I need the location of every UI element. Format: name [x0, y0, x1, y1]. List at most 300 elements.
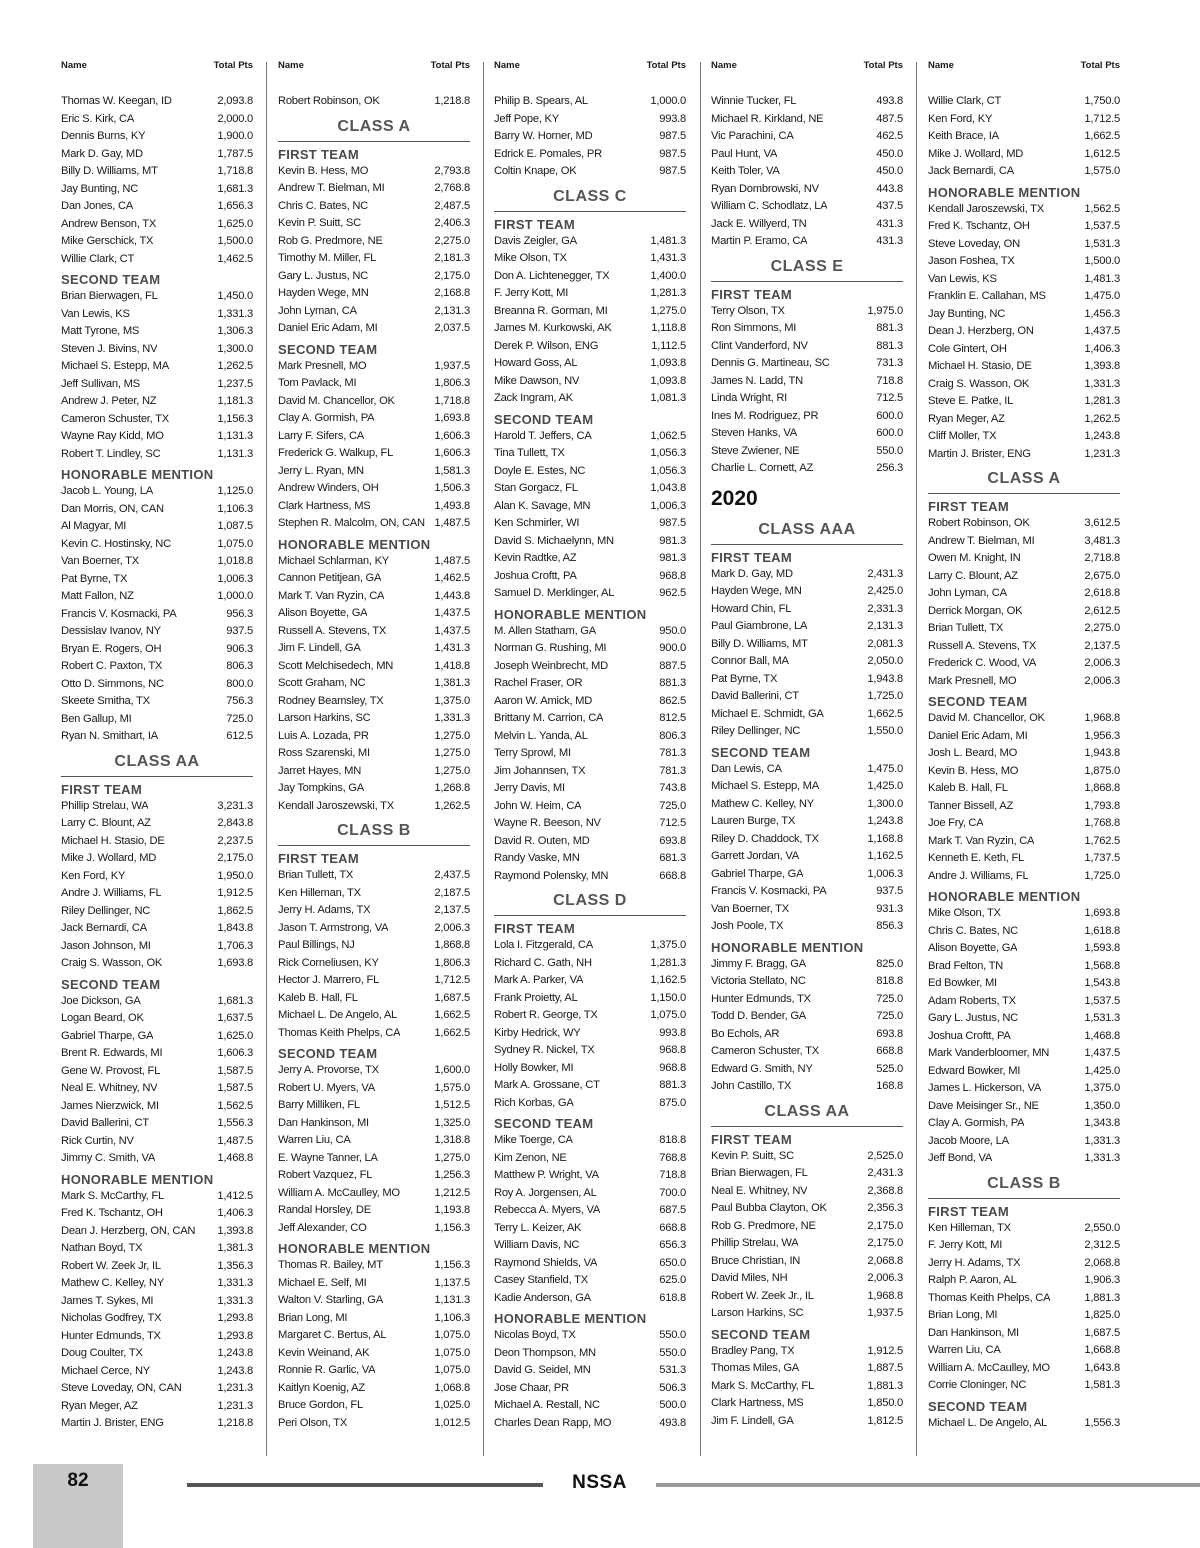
result-row [61, 251, 253, 269]
shooter-name: Kevin Radtke, AZ [494, 552, 577, 564]
result-row [711, 233, 903, 251]
result-row [278, 798, 470, 816]
total-points: 1,912.5 [217, 887, 253, 899]
total-points: 1,637.5 [217, 1012, 253, 1024]
shooter-name: Brent R. Edwards, MI [61, 1047, 163, 1059]
results-column-3 [494, 58, 686, 1432]
total-points: 1,537.5 [1084, 994, 1120, 1007]
result-row [278, 920, 470, 938]
shooter-name: Ken Ford, KY [928, 112, 993, 125]
result-row [494, 1132, 686, 1150]
total-points: 1,275.0 [434, 729, 470, 742]
total-points: 1,325.0 [434, 1116, 470, 1129]
result-row [278, 428, 470, 446]
shooter-name: Willie Clark, CT [61, 252, 135, 265]
result-row [278, 1080, 470, 1098]
total-points: 1,687.5 [434, 991, 470, 1004]
shooter-name: Jason Foshea, TX [928, 255, 1015, 267]
result-row [494, 1042, 686, 1060]
shooter-name: Daniel Eric Adam, MI [278, 322, 378, 334]
shooter-name: Connor Ball, MA [711, 655, 789, 667]
result-row [494, 798, 686, 816]
shooter-name: Dan Lewis, CA [711, 762, 782, 775]
shooter-name: Aaron W. Amick, MD [494, 694, 593, 707]
shooter-name: Mark A. Grossane, CT [494, 1079, 600, 1091]
shooter-name: Ben Gallup, MI [61, 712, 132, 725]
shooter-name: Alan K. Savage, MN [494, 499, 591, 512]
shooter-name: Nicolas Boyd, TX [494, 1329, 576, 1341]
result-row [711, 1270, 903, 1288]
result-row [494, 568, 686, 586]
result-row [711, 181, 903, 199]
result-row [278, 1062, 470, 1080]
result-row [278, 480, 470, 498]
shooter-name: William A. McCaulley, MO [928, 1361, 1050, 1374]
shooter-name: E. Wayne Tanner, LA [278, 1151, 378, 1164]
total-points: 725.0 [226, 712, 253, 725]
result-row [278, 1007, 470, 1025]
result-row [711, 973, 903, 991]
shooter-name: Rob G. Predmore, NE [278, 234, 383, 247]
result-row [928, 446, 1120, 464]
shooter-name: Mike Gerschick, TX [61, 235, 154, 247]
name-header: Name [928, 60, 954, 71]
shooter-name: Gary L. Justus, NC [928, 1012, 1018, 1024]
total-points: 1,243.8 [1084, 430, 1120, 442]
total-points: 1,887.5 [867, 1362, 903, 1374]
shooter-name: Andrew T. Bielman, MI [928, 534, 1035, 547]
total-points: 1,606.3 [434, 447, 470, 459]
result-row [278, 393, 470, 411]
total-points: 600.0 [876, 409, 903, 422]
total-points: 1,075.0 [434, 1329, 470, 1341]
result-row [711, 216, 903, 234]
result-row [278, 867, 470, 885]
shooter-name: Robert W. Zeek Jr, IL [61, 1259, 161, 1272]
total-points: 668.8 [876, 1045, 903, 1057]
total-points: 881.3 [876, 339, 903, 352]
shooter-name: Andrew T. Bielman, MI [278, 182, 385, 194]
shooter-name: Jay Bunting, NC [928, 307, 1006, 320]
page-number-box [33, 1464, 123, 1548]
result-row [61, 728, 253, 746]
shooter-name: Robert Vazquez, FL [278, 1169, 373, 1181]
result-row [494, 1380, 686, 1398]
shooter-name: Cliff Moller, TX [928, 430, 997, 442]
shooter-name: Cannon Petitjean, GA [278, 572, 382, 584]
total-points: 487.5 [876, 112, 903, 125]
total-points: 968.8 [659, 569, 686, 582]
shooter-name: Michael E. Schmidt, GA [711, 707, 824, 720]
total-points: 1,843.8 [217, 922, 253, 934]
shooter-name: Francis V. Kosmacki, PA [711, 885, 827, 897]
total-points: 818.8 [659, 1134, 686, 1146]
shooter-name: Harold T. Jeffers, CA [494, 429, 592, 442]
total-points: 1,062.5 [650, 429, 686, 442]
total-points: 600.0 [876, 427, 903, 439]
result-row [494, 1327, 686, 1345]
result-row [494, 780, 686, 798]
result-row [61, 676, 253, 694]
shooter-name: Jeff Bond, VA [928, 1152, 993, 1164]
result-row [61, 216, 253, 234]
total-points: 881.3 [659, 1079, 686, 1091]
column-divider [483, 62, 484, 1456]
result-row [494, 515, 686, 533]
total-points: 1,006.3 [217, 572, 253, 585]
result-row [494, 658, 686, 676]
shooter-name: Steve Loveday, ON, CAN [61, 1382, 182, 1394]
total-points: 968.8 [659, 1061, 686, 1074]
result-row [61, 1115, 253, 1133]
shooter-name: Lauren Burge, TX [711, 815, 796, 827]
total-points: 1,056.3 [650, 464, 686, 477]
shooter-name: Brian Long, MI [928, 1309, 998, 1321]
shooter-name: Warren Liu, CA [278, 1134, 351, 1146]
total-points: 693.8 [659, 834, 686, 847]
total-points: 1,556.3 [217, 1117, 253, 1129]
column-divider [266, 62, 267, 1456]
result-row [711, 1305, 903, 1323]
shooter-name: Brian Long, MI [278, 1311, 348, 1324]
total-points: 1,881.3 [1084, 1291, 1120, 1304]
total-points: 2,612.5 [1084, 604, 1120, 617]
team-heading: HONORABLE MENTION [278, 1241, 431, 1256]
footer-brand: NSSA [572, 1472, 627, 1493]
total-points: 693.8 [876, 1027, 903, 1040]
shooter-name: Charles Dean Rapp, MO [494, 1416, 612, 1429]
column-header [278, 58, 470, 74]
shooter-name: Alison Boyette, GA [928, 942, 1018, 954]
result-row [494, 111, 686, 129]
total-points: 800.0 [226, 677, 253, 690]
result-row [494, 146, 686, 164]
total-points: 1,575.0 [1084, 165, 1120, 177]
result-row [711, 1043, 903, 1061]
shooter-name: Andrew Winders, OH [278, 482, 379, 494]
total-points: 2,131.3 [434, 304, 470, 317]
result-row [494, 955, 686, 973]
result-row [278, 1327, 470, 1345]
team-heading: SECOND TEAM [61, 976, 161, 992]
shooter-name: Steven J. Bivins, NV [61, 342, 158, 355]
shooter-name: Jason Johnson, MI [61, 939, 151, 952]
total-points: 1,681.3 [217, 994, 253, 1007]
result-row [928, 515, 1120, 533]
shooter-name: Van Lewis, KS [61, 307, 130, 320]
result-row [711, 338, 903, 356]
result-row [61, 1150, 253, 1168]
shooter-name: Rick Curtin, NV [61, 1134, 134, 1147]
result-row [711, 918, 903, 936]
total-pts-header: Total Pts [213, 60, 253, 71]
shooter-name: Martin P. Eramo, CA [711, 235, 808, 247]
total-points: 768.8 [659, 1151, 686, 1164]
result-row [494, 250, 686, 268]
result-row [61, 623, 253, 641]
total-points: 531.3 [659, 1364, 686, 1376]
shooter-name: Matt Tyrone, MS [61, 325, 140, 337]
result-row [61, 1080, 253, 1098]
shooter-name: Franklin E. Callahan, MS [928, 290, 1046, 302]
result-row [711, 1008, 903, 1026]
shooter-name: Paul Hunt, VA [711, 147, 778, 160]
shooter-name: Ryan Meger, AZ [928, 412, 1005, 425]
team-heading: SECOND TEAM [494, 1116, 594, 1131]
result-row [278, 320, 470, 338]
result-row [928, 1045, 1120, 1063]
total-points: 1,537.5 [1084, 220, 1120, 232]
shooter-name: Michael S. Estepp, MA [61, 360, 169, 372]
total-points: 1,787.5 [217, 147, 253, 160]
shooter-name: Cole Gintert, OH [928, 342, 1007, 355]
result-row [928, 1150, 1120, 1168]
shooter-name: Timothy M. Miller, FL [278, 252, 377, 264]
shooter-name: Rick Corneliusen, KY [278, 956, 379, 969]
team-heading: HONORABLE MENTION [61, 467, 214, 482]
total-points: 1,137.5 [434, 1276, 470, 1289]
total-points: 1,218.8 [434, 95, 470, 107]
result-row [61, 920, 253, 938]
total-points: 2,006.3 [1084, 674, 1120, 687]
total-points: 1,293.8 [217, 1312, 253, 1324]
team-heading: SECOND TEAM [928, 694, 1028, 709]
result-row [494, 763, 686, 781]
result-row [711, 1183, 903, 1201]
shooter-name: Jeff Pope, KY [494, 112, 559, 125]
total-points: 2,175.0 [867, 1237, 903, 1249]
shooter-name: Ken Ford, KY [61, 869, 126, 882]
shooter-name: Kevin C. Hostinsky, NC [61, 537, 171, 550]
result-row [928, 1360, 1120, 1378]
total-points: 712.5 [876, 392, 903, 404]
shooter-name: Barry W. Horner, MD [494, 130, 593, 142]
total-points: 743.8 [659, 782, 686, 794]
total-points: 731.3 [876, 357, 903, 369]
total-points: 1,006.3 [650, 499, 686, 512]
result-row [711, 1200, 903, 1218]
shooter-name: Michael H. Stasio, DE [928, 360, 1032, 372]
total-points: 1,643.8 [1084, 1361, 1120, 1374]
result-row [61, 163, 253, 181]
shooter-name: Doyle E. Estes, NC [494, 464, 586, 477]
shooter-name: Larry C. Blount, AZ [61, 817, 151, 829]
shooter-name: Pat Byrne, TX [711, 672, 778, 685]
total-points: 1,331.3 [217, 307, 253, 320]
shooter-name: Ines M. Rodriguez, PR [711, 409, 819, 422]
total-points: 1,475.0 [1084, 290, 1120, 302]
total-points: 1,687.5 [1084, 1326, 1120, 1339]
total-points: 1,231.3 [217, 1399, 253, 1412]
total-points: 1,712.5 [434, 974, 470, 986]
shooter-name: David G. Seidel, MN [494, 1364, 591, 1376]
total-points: 1,193.8 [434, 1204, 470, 1216]
result-row [711, 425, 903, 443]
total-points: 1,075.0 [650, 1009, 686, 1021]
result-row [61, 1223, 253, 1241]
total-points: 1,425.0 [1084, 1064, 1120, 1077]
total-points: 1,418.8 [434, 659, 470, 672]
shooter-name: Jack Bernardi, CA [928, 165, 1014, 177]
shooter-name: Philip B. Spears, AL [494, 95, 588, 107]
total-points: 431.3 [876, 217, 903, 230]
team-heading: FIRST TEAM [278, 851, 359, 866]
result-row [278, 623, 470, 641]
total-points: 1,106.3 [217, 502, 253, 515]
shooter-name: Riley Dellinger, NC [711, 725, 801, 737]
total-points: 1,087.5 [217, 520, 253, 532]
shooter-name: Rachel Fraser, OR [494, 677, 583, 689]
result-row [711, 653, 903, 671]
result-row [928, 253, 1120, 271]
result-row [61, 518, 253, 536]
total-points: 1,662.5 [434, 1009, 470, 1021]
total-points: 1,125.0 [217, 485, 253, 497]
shooter-name: Thomas Keith Phelps, CA [278, 1026, 401, 1039]
total-points: 1,975.0 [867, 304, 903, 317]
result-row [278, 1132, 470, 1150]
name-header: Name [61, 60, 87, 71]
result-row [61, 501, 253, 519]
result-row [278, 233, 470, 251]
result-row [61, 1293, 253, 1311]
result-row [278, 1202, 470, 1220]
total-points: 493.8 [659, 1416, 686, 1429]
shooter-name: William C. Schodlatz, LA [711, 200, 828, 212]
total-points: 1,881.3 [867, 1379, 903, 1392]
shooter-name: Dan Hankinson, MI [278, 1116, 369, 1129]
result-row [278, 640, 470, 658]
shooter-name: Andrew J. Peter, NZ [61, 395, 157, 407]
shooter-name: Otto D. Simmons, NC [61, 677, 164, 690]
result-row [928, 1237, 1120, 1255]
shooter-name: Andre J. Williams, FL [61, 887, 162, 899]
total-points: 881.3 [659, 677, 686, 689]
total-points: 1,275.0 [434, 764, 470, 777]
total-points: 2,406.3 [434, 217, 470, 229]
shooter-name: Van Lewis, KS [928, 272, 997, 285]
total-points: 1,662.5 [434, 1026, 470, 1039]
total-points: 1,543.8 [1084, 977, 1120, 989]
result-row [928, 533, 1120, 551]
shooter-name: Robert Robinson, OK [928, 517, 1030, 529]
result-row [61, 411, 253, 429]
result-row [61, 1188, 253, 1206]
total-points: 818.8 [876, 975, 903, 987]
total-points: 725.0 [876, 992, 903, 1005]
shooter-name: David Ballerini, CT [711, 690, 799, 702]
result-row [494, 868, 686, 886]
total-points: 1,331.3 [434, 712, 470, 724]
shooter-name: Paul Bubba Clayton, OK [711, 1202, 827, 1214]
shooter-name: Kaleb B. Hall, FL [278, 991, 358, 1004]
result-row [494, 285, 686, 303]
result-row [61, 1345, 253, 1363]
total-points: 1,281.3 [1084, 395, 1120, 407]
result-row [494, 937, 686, 955]
result-row [711, 723, 903, 741]
shooter-name: Jose Chaar, PR [494, 1381, 569, 1394]
shooter-name: Jack E. Willyerd, TN [711, 217, 807, 230]
shooter-name: Chris C. Bates, NC [278, 199, 368, 212]
shooter-name: Lola I. Fitzgerald, CA [494, 939, 593, 951]
column-header [494, 58, 686, 74]
total-points: 1,081.3 [650, 392, 686, 404]
result-row [711, 1148, 903, 1166]
class-heading: CLASS A [278, 117, 470, 142]
total-points: 2,275.0 [434, 234, 470, 247]
result-row [278, 198, 470, 216]
total-points: 1,737.5 [1084, 852, 1120, 864]
result-row [711, 813, 903, 831]
result-row [928, 728, 1120, 746]
total-points: 1,131.3 [434, 1294, 470, 1306]
shooter-name: Clark Hartness, MS [711, 1397, 804, 1409]
total-points: 1,150.0 [650, 991, 686, 1004]
shooter-name: Chris C. Bates, NC [928, 924, 1018, 937]
result-row [61, 1328, 253, 1346]
result-row [278, 1292, 470, 1310]
shooter-name: Ryan Dombrowski, NV [711, 182, 819, 195]
shooter-name: David M. Chancellor, OK [928, 712, 1045, 724]
result-row [61, 850, 253, 868]
total-points: 1,581.3 [434, 464, 470, 477]
total-points: 1,668.8 [1084, 1344, 1120, 1356]
total-points: 1,600.0 [434, 1064, 470, 1076]
shooter-name: Jimmy F. Bragg, GA [711, 957, 806, 970]
shooter-name: John Lyman, CA [278, 304, 357, 317]
total-points: 956.3 [226, 607, 253, 620]
total-points: 1,868.8 [434, 939, 470, 951]
result-row [711, 373, 903, 391]
class-heading: CLASS AA [61, 752, 253, 777]
shooter-name: Mark A. Parker, VA [494, 974, 584, 986]
shooter-name: Dan Morris, ON, CAN [61, 502, 164, 515]
total-points: 1,156.3 [434, 1221, 470, 1234]
result-row [494, 498, 686, 516]
shooter-name: Van Boerner, TX [711, 902, 789, 915]
shooter-name: Keith Toler, VA [711, 165, 780, 177]
column-header [711, 58, 903, 74]
shooter-name: Hunter Edmunds, TX [61, 1329, 161, 1342]
total-points: 1,943.8 [1084, 747, 1120, 759]
result-row [928, 358, 1120, 376]
result-row [711, 618, 903, 636]
result-row [928, 638, 1120, 656]
result-row [928, 393, 1120, 411]
shooter-name: Matthew P. Wright, VA [494, 1169, 599, 1181]
shooter-name: Jason T. Armstrong, VA [278, 921, 389, 934]
total-points: 1,006.3 [867, 867, 903, 880]
shooter-name: Kendall Jaroszewski, TX [278, 799, 394, 812]
total-points: 1,400.0 [650, 269, 686, 282]
total-points: 987.5 [659, 517, 686, 529]
team-heading: FIRST TEAM [711, 549, 792, 565]
shooter-name: Randy Vaske, MN [494, 852, 580, 864]
shooter-name: Paul Giambrone, LA [711, 620, 808, 632]
shooter-name: Mark T. Van Ryzin, CA [928, 834, 1035, 847]
shooter-name: Randal Horsley, DE [278, 1204, 371, 1216]
shooter-name: Steven Hanks, VA [711, 427, 797, 439]
total-points: 1,718.8 [217, 165, 253, 177]
total-points: 1,431.3 [650, 252, 686, 264]
shooter-name: Michael S. Estepp, MA [711, 780, 819, 792]
shooter-name: Jerry Davis, MI [494, 782, 565, 794]
total-points: 2,081.3 [867, 637, 903, 650]
total-points: 1,212.5 [434, 1186, 470, 1199]
shooter-name: Riley D. Chaddock, TX [711, 832, 819, 845]
result-row [278, 1275, 470, 1293]
